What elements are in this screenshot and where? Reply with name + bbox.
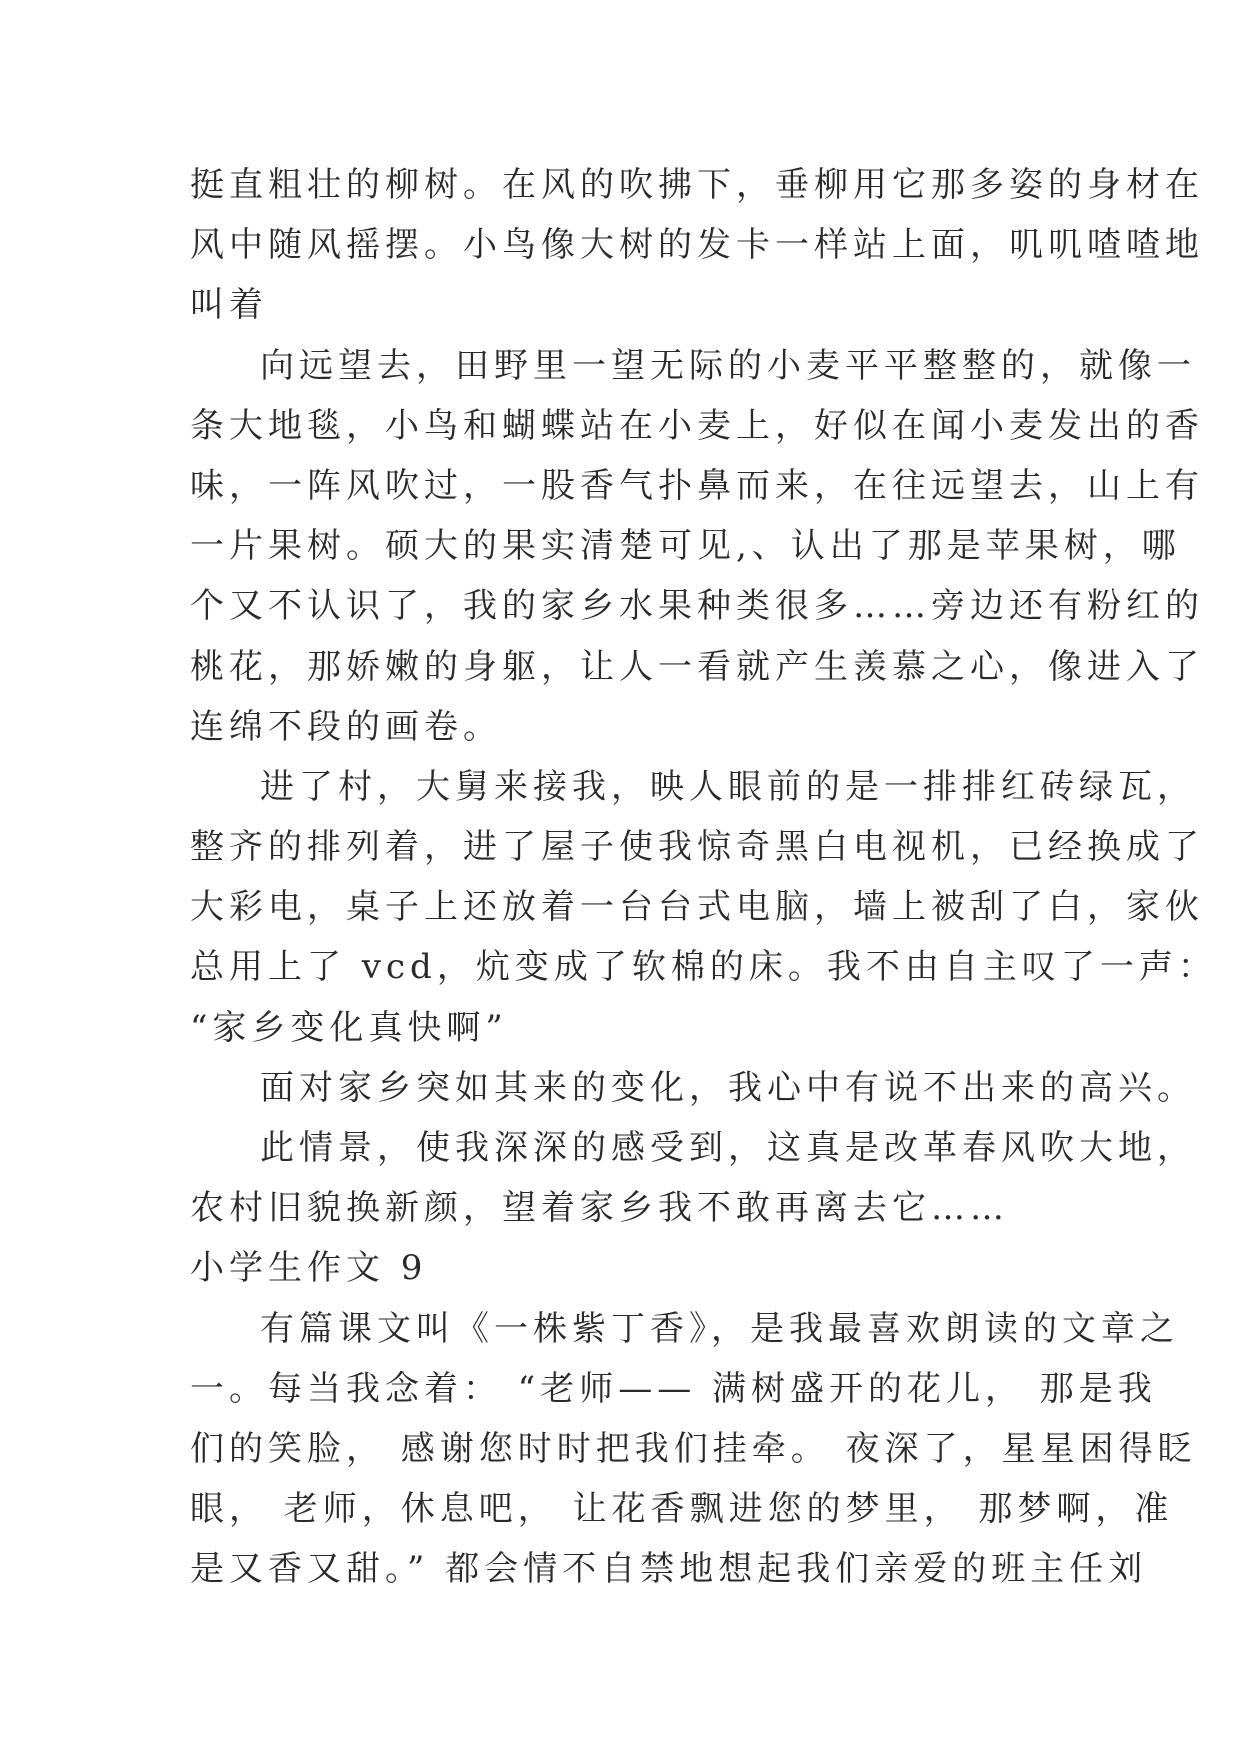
paragraph-first-line: 面对家乡突如其来的变化，我心中有说不出来的高兴。 (260, 1067, 1196, 1108)
paragraph-first-line: 此情景，使我深深的感受到，这真是改革春风吹大地， (260, 1128, 1196, 1168)
paragraph-first-line: 有篇课文叫《一株紫丁香》，是我最喜欢朗读的文章之 (260, 1308, 1179, 1349)
document-body (190, 155, 1217, 1600)
text-line: “家乡变化真快啊” (190, 1007, 508, 1048)
text-line: 味，一阵风吹过，一股香气扑鼻而来，在往远望去，山上有 (190, 465, 1204, 506)
text-line: 风中随风摇摆。小鸟像大树的发卡一样站上面，叽叽喳喳地 (190, 225, 1204, 266)
text-line: 大彩电，桌子上还放着一台台式电脑，墙上被刮了白，家伙 (190, 887, 1204, 928)
text-line: 叫着 (190, 285, 268, 326)
text-line: 挺直粗壮的柳树。在风的吹拂下，垂柳用它那多姿的身材在 (190, 165, 1204, 205)
text-line: 整齐的排列着，进了屋子使我惊奇黑白电视机，已经换成了 (190, 827, 1204, 868)
text-line: 一片果树。硕大的果实清楚可见,、认出了那是苹果树，哪 (190, 526, 1181, 567)
text-line: 农村旧貌换新颜，望着家乡我不敢再离去它…… (190, 1188, 1009, 1229)
text-line: 们的笑脸， 感谢您时时把我们挂牵。 夜深了，星星困得眨 (190, 1428, 1197, 1469)
text-line: 总用上了 vcd，炕变成了软棉的床。我不由自主叹了一声： (190, 947, 1217, 988)
text-line: 一。每当我念着： “老师—— 满树盛开的花儿， 那是我 (190, 1368, 1157, 1409)
text-line: 眼， 老师，休息吧， 让花香飘进您的梦里， 那梦啊，准 (190, 1489, 1174, 1530)
paragraph-first-line: 向远望去，田野里一望无际的小麦平平整整的，就像一 (260, 345, 1196, 386)
section-heading: 小学生作文 9 (190, 1248, 428, 1289)
text-line: 是又香又甜。” 都会情不自禁地想起我们亲爱的班主任刘 (190, 1549, 1148, 1590)
text-line: 连绵不段的画卷。 (190, 706, 502, 747)
text-line: 桃花，那娇嫩的身躯，让人一看就产生羡慕之心，像进入了 (190, 646, 1204, 687)
text-line: 个又不认识了，我的家乡水果种类很多……旁边还有粉红的 (190, 586, 1204, 627)
paragraph-first-line: 进了村，大舅来接我，映人眼前的是一排排红砖绿瓦， (260, 766, 1196, 807)
text-line: 条大地毯，小鸟和蝴蝶站在小麦上，好似在闻小麦发出的香 (190, 405, 1204, 446)
